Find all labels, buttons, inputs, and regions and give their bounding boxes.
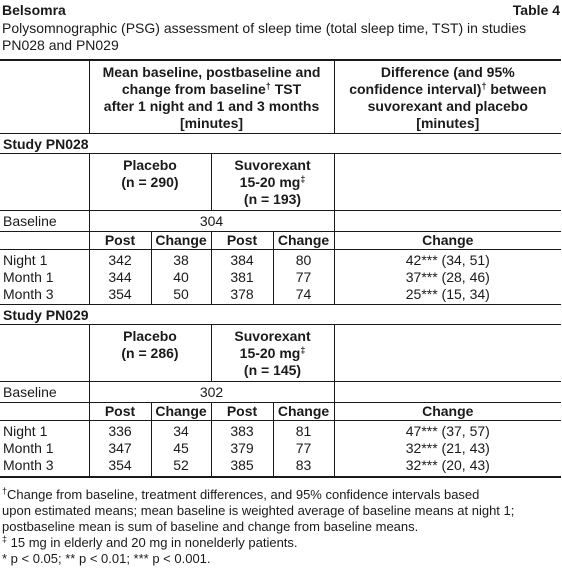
dagger-mark: † bbox=[481, 81, 487, 91]
study-title: Study PN029 bbox=[0, 305, 561, 325]
placebo-n: (n = 290) bbox=[121, 174, 179, 190]
suvorexant-dose: 15-20 mg bbox=[239, 345, 301, 361]
suvorexant-post-cell: 379 bbox=[211, 440, 273, 457]
suvorexant-change-cell: 74 bbox=[273, 286, 334, 305]
footnote-text: * p < 0.05; ** p < 0.01; *** p < 0.001. bbox=[2, 551, 211, 566]
placebo-post-cell: 344 bbox=[89, 269, 151, 286]
data-row bbox=[0, 440, 561, 457]
group-header-row bbox=[0, 154, 561, 211]
subheader-cell: Change bbox=[334, 232, 561, 250]
footnote-text: postbaseline mean is sum of baseline and change from baseline means. bbox=[2, 519, 419, 534]
baseline-empty-cell bbox=[334, 382, 561, 403]
header-line: confidence interval) bbox=[349, 81, 482, 97]
row-label: Night 1 bbox=[0, 250, 89, 270]
baseline-label: Baseline bbox=[0, 211, 89, 232]
placebo-post-cell: 347 bbox=[89, 440, 151, 457]
placebo-n: (n = 286) bbox=[121, 345, 179, 361]
subheader-cell: Change bbox=[151, 403, 211, 421]
subheader-cell: Post bbox=[211, 403, 273, 421]
mean-column-header bbox=[89, 60, 334, 134]
dagger-mark: † bbox=[265, 81, 271, 91]
suvorexant-label: Suvorexant bbox=[234, 328, 311, 344]
row-label: Month 3 bbox=[0, 457, 89, 477]
header-line: between bbox=[486, 81, 547, 97]
footnote-text: Change from baseline, treatment differences, and 95% confidence intervals based bbox=[7, 487, 480, 502]
suvorexant-post-cell: 384 bbox=[211, 250, 273, 270]
suvorexant-post-cell: 378 bbox=[211, 286, 273, 305]
difference-cell: 25*** (15, 34) bbox=[334, 286, 561, 305]
row-label: Month 1 bbox=[0, 269, 89, 286]
suvorexant-n: (n = 145) bbox=[243, 362, 302, 378]
placebo-change-cell: 52 bbox=[151, 457, 211, 477]
table-number: Table 4 bbox=[512, 2, 560, 18]
placebo-change-cell: 45 bbox=[151, 440, 211, 457]
footnotes bbox=[2, 487, 560, 567]
suvorexant-post-cell: 385 bbox=[211, 457, 273, 477]
drug-title: Belsomra bbox=[2, 2, 66, 18]
table-caption bbox=[2, 20, 558, 54]
baseline-row bbox=[0, 382, 561, 403]
suvorexant-change-cell: 83 bbox=[273, 457, 334, 477]
caption-line: PN028 and PN029 bbox=[2, 37, 119, 53]
placebo-change-cell: 34 bbox=[151, 421, 211, 441]
baseline-value: 304 bbox=[89, 211, 334, 232]
group-empty-cell bbox=[0, 154, 89, 211]
row-label: Month 1 bbox=[0, 440, 89, 457]
subheader-cell: Change bbox=[151, 232, 211, 250]
difference-column-header bbox=[334, 60, 561, 134]
subheader-cell: Change bbox=[334, 403, 561, 421]
placebo-label: Placebo bbox=[123, 157, 177, 173]
difference-cell: 32*** (21, 43) bbox=[405, 440, 490, 456]
header-empty-cell bbox=[0, 60, 89, 134]
double-dagger-mark: ‡ bbox=[300, 345, 306, 355]
difference-cell: 32*** (20, 43) bbox=[334, 457, 561, 477]
suvorexant-change-cell: 80 bbox=[273, 250, 334, 270]
placebo-post-cell: 336 bbox=[89, 421, 151, 441]
suvorexant-post-cell: 383 bbox=[211, 421, 273, 441]
placebo-change-cell: 38 bbox=[151, 250, 211, 270]
suvorexant-dose: 15-20 mg bbox=[239, 174, 301, 190]
header-line: Difference (and 95% bbox=[380, 64, 515, 80]
baseline-row bbox=[0, 211, 561, 232]
group-empty-cell bbox=[334, 154, 561, 211]
subheader-cell: Change bbox=[273, 232, 334, 250]
subheader-cell: Post bbox=[89, 403, 151, 421]
suvorexant-group-header bbox=[211, 154, 334, 211]
placebo-group-header bbox=[89, 154, 211, 211]
placebo-post-cell: 354 bbox=[89, 457, 151, 477]
study-title: Study PN028 bbox=[0, 134, 561, 154]
row-label: Night 1 bbox=[0, 421, 89, 441]
data-row bbox=[0, 250, 561, 270]
double-dagger-mark: ‡ bbox=[300, 174, 306, 184]
suvorexant-label: Suvorexant bbox=[234, 157, 311, 173]
group-empty-cell bbox=[0, 325, 89, 382]
study-title-row bbox=[0, 134, 561, 154]
placebo-group-header bbox=[89, 325, 211, 382]
difference-cell: 37*** (28, 46) bbox=[405, 269, 490, 285]
subheader-cell: Post bbox=[211, 232, 273, 250]
placebo-change-cell: 50 bbox=[151, 286, 211, 305]
group-empty-cell bbox=[334, 325, 561, 382]
placebo-post-cell: 342 bbox=[89, 250, 151, 270]
suvorexant-change-cell: 77 bbox=[273, 269, 334, 286]
header-line: after 1 night and 1 and 3 months bbox=[103, 98, 320, 114]
row-label: Month 3 bbox=[0, 286, 89, 305]
footnote-text: upon estimated means; mean baseline is weighted average of baseline means at night 1; bbox=[2, 503, 515, 518]
subheader-row bbox=[0, 403, 561, 421]
placebo-label: Placebo bbox=[123, 328, 177, 344]
baseline-label: Baseline bbox=[0, 382, 89, 403]
data-row bbox=[0, 269, 561, 286]
header-line: suvorexant and placebo bbox=[367, 98, 528, 114]
footnote-text: 15 mg in elderly and 20 mg in nonelderly patients. bbox=[7, 535, 298, 550]
suvorexant-change-cell: 81 bbox=[273, 421, 334, 441]
group-header-row bbox=[0, 325, 561, 382]
suvorexant-post-cell: 381 bbox=[211, 269, 273, 286]
placebo-change-cell: 40 bbox=[151, 269, 211, 286]
data-row bbox=[0, 286, 561, 305]
suvorexant-n: (n = 193) bbox=[243, 191, 302, 207]
subheader-cell: Change bbox=[273, 403, 334, 421]
data-row bbox=[0, 457, 561, 477]
study-title-row bbox=[0, 305, 561, 325]
subheader-empty-cell bbox=[0, 232, 89, 250]
header-line: [minutes] bbox=[180, 115, 244, 131]
suvorexant-change-cell: 77 bbox=[273, 440, 334, 457]
caption-line: Polysomnographic (PSG) assessment of sleep time (total sleep time, TST) in studies bbox=[2, 20, 527, 36]
baseline-value: 302 bbox=[89, 382, 334, 403]
subheader-empty-cell bbox=[0, 403, 89, 421]
psg-table bbox=[0, 59, 561, 478]
difference-cell: 42*** (34, 51) bbox=[405, 252, 490, 268]
header-line: Mean baseline, postbaseline and bbox=[102, 64, 321, 80]
subheader-cell: Post bbox=[89, 232, 151, 250]
dagger-mark: † bbox=[2, 486, 8, 496]
column-header-row bbox=[0, 60, 561, 134]
suvorexant-group-header bbox=[211, 325, 334, 382]
header-line: TST bbox=[270, 81, 302, 97]
header-line: change from baseline bbox=[121, 81, 266, 97]
double-dagger-mark: ‡ bbox=[2, 534, 8, 544]
placebo-post-cell: 354 bbox=[89, 286, 151, 305]
difference-cell: 47*** (37, 57) bbox=[405, 423, 490, 439]
data-row bbox=[0, 421, 561, 441]
header-line: [minutes] bbox=[416, 115, 480, 131]
subheader-row bbox=[0, 232, 561, 250]
baseline-empty-cell bbox=[334, 211, 561, 232]
